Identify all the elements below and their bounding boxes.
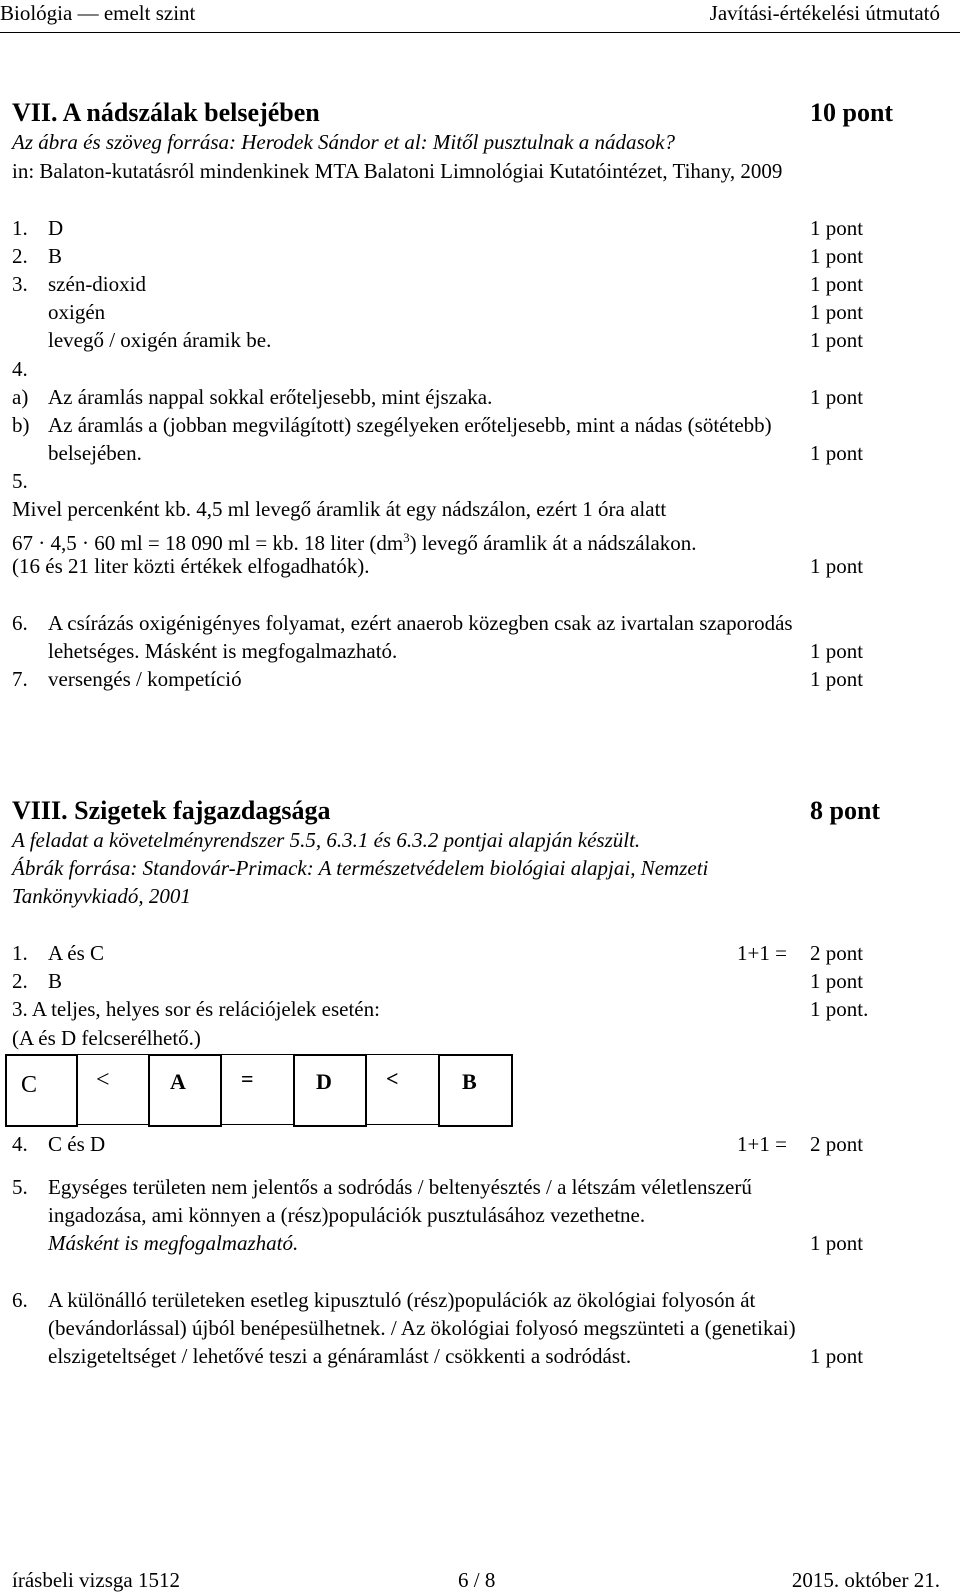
- s7-q7-num: 7.: [12, 667, 28, 691]
- s7-q4b-points: 1 pont: [810, 441, 864, 465]
- s7-q3-num: 3.: [12, 272, 28, 296]
- s7-q4b-answer-1: Az áramlás a (jobban megvilágított) szegélyeken erőteljesebb, mint a nádas (sötétebb): [48, 413, 772, 437]
- s7-q3-points-2: 1 pont: [810, 300, 864, 324]
- section8-points: 8 pont: [810, 796, 881, 825]
- footer-right: 2015. október 21.: [791, 1568, 940, 1592]
- s7-q2-points: 1 pont: [810, 244, 864, 268]
- s7-q5-num: 5.: [12, 469, 28, 493]
- s7-q6-points: 1 pont: [810, 639, 864, 663]
- section7-points: 10 pont: [810, 98, 894, 127]
- s7-q4b-num: b): [12, 413, 30, 437]
- s7-q7-points: 1 pont: [810, 667, 864, 691]
- s7-q5-line-2b: ) levegő áramlik át a nádszálakon.: [409, 531, 697, 555]
- footer-left: írásbeli vizsga 1512: [12, 1568, 180, 1592]
- s7-q7-answer: versengés / kompetíció: [48, 667, 242, 691]
- section7-title: VII. A nádszálak belsejében: [12, 98, 320, 127]
- section8-title: VIII. Szigetek fajgazdagsága: [12, 796, 331, 825]
- s7-q5-line-1: Mivel percenként kb. 4,5 ml levegő áramlik át egy nádszálon, ezért 1 óra alatt: [12, 497, 667, 521]
- sequence-item-c: C: [21, 1072, 38, 1098]
- sequence-sign-1: <: [96, 1067, 110, 1093]
- s8-q5-line-3: Másként is megfogalmazható.: [48, 1231, 299, 1255]
- s8-q1-points: 2 pont: [810, 941, 864, 965]
- sequence-box-c: [5, 1054, 78, 1127]
- s7-q4a-answer: Az áramlás nappal sokkal erőteljesebb, mint éjszaka.: [48, 385, 493, 409]
- s8-q6-num: 6.: [12, 1288, 28, 1312]
- sequence-item-d: D: [316, 1069, 332, 1094]
- s7-q4a-points: 1 pont: [810, 385, 864, 409]
- s7-q2-num: 2.: [12, 244, 28, 268]
- s7-q4a-num: a): [12, 385, 29, 409]
- s8-q4-calc: 1+1 =: [737, 1132, 787, 1156]
- sequence-gap-3: [365, 1054, 440, 1125]
- s7-q6-line-1: A csírázás oxigénigényes folyamat, ezért anaerob közegben csak az ivartalan szaporodás: [48, 611, 793, 635]
- page-header: [0, 0, 960, 36]
- s7-q6-num: 6.: [12, 611, 28, 635]
- s7-q1-points: 1 pont: [810, 216, 864, 240]
- sequence-box-b: [438, 1054, 513, 1127]
- s7-q5-line-2a: 67 · 4,5 · 60 ml = 18 090 ml = kb. 18 liter (dm: [12, 531, 404, 555]
- s8-q1-calc: 1+1 =: [737, 941, 787, 965]
- header-right: Javítási-értékelési útmutató: [709, 1, 940, 25]
- s7-q3-answer-1: szén-dioxid: [48, 272, 146, 296]
- section7-source-1: Az ábra és szöveg forrása: Herodek Sándor et al: Mitől pusztulnak a nádasok?: [12, 130, 675, 154]
- s7-q4-num: 4.: [12, 357, 28, 381]
- s7-q1-answer: D: [48, 216, 64, 240]
- s8-q2-points: 1 pont: [810, 969, 864, 993]
- s8-q4-points: 2 pont: [810, 1132, 864, 1156]
- s7-q3-answer-3: levegő / oxigén áramik be.: [48, 328, 272, 352]
- s8-q2-answer: B: [48, 969, 63, 993]
- section8-source-1: A feladat a követelményrendszer 5.5, 6.3.1 és 6.3.2 pontjai alapján készült.: [12, 828, 641, 852]
- s7-q5-line-3: (16 és 21 liter közti értékek elfogadhatók).: [12, 554, 370, 578]
- sequence-gap-2: [220, 1054, 295, 1125]
- s7-q2-answer: B: [48, 244, 63, 268]
- s7-q5-points: 1 pont: [810, 554, 864, 578]
- s8-q3-note: (A és D felcserélhető.): [12, 1026, 201, 1050]
- s8-q5-line-1: Egységes területen nem jelentős a sodródás / beltenyésztés / a létszám véletlenszerű: [48, 1175, 752, 1199]
- s7-q1-num: 1.: [12, 216, 28, 240]
- s8-q4-answer: C és D: [48, 1132, 106, 1156]
- s8-q6-points: 1 pont: [810, 1344, 864, 1368]
- s8-q3-text: 3. A teljes, helyes sor és relációjelek esetén:: [12, 997, 380, 1021]
- s7-q6-line-2: lehetséges. Másként is megfogalmazható.: [48, 639, 398, 663]
- sequence-gap-1: [76, 1054, 150, 1125]
- section8-source-3: Tankönyvkiadó, 2001: [12, 884, 191, 908]
- section7-source-2: in: Balaton-kutatásról mindenkinek MTA Balatoni Limnológiai Kutatóintézet, Tihany, 2009: [12, 159, 783, 183]
- s8-q1-answer: A és C: [48, 941, 105, 965]
- sequence-item-b: B: [462, 1069, 477, 1094]
- header-rule: [0, 32, 960, 33]
- s8-q2-num: 2.: [12, 969, 28, 993]
- header-left: Biológia — emelt szint: [0, 1, 196, 25]
- sequence-sign-2: =: [241, 1066, 254, 1091]
- s7-q3-points-3: 1 pont: [810, 328, 864, 352]
- sequence-sign-3: <: [386, 1066, 399, 1091]
- s7-q5-superscript: 3: [403, 530, 410, 545]
- s8-q5-line-2: ingadozása, ami könnyen a (rész)populációk pusztulásához vezethetne.: [48, 1203, 646, 1227]
- s7-q3-answer-2: oxigén: [48, 300, 106, 324]
- s8-q5-points: 1 pont: [810, 1231, 864, 1255]
- section8-source-2: Ábrák forrása: Standovár-Primack: A természetvédelem biológiai alapjai, Nemzeti: [12, 856, 709, 880]
- sequence-item-a: A: [170, 1069, 186, 1094]
- s8-q6-line-1: A különálló területeken esetleg kipusztuló (rész)populációk az ökológiai folyosón át: [48, 1288, 756, 1312]
- s7-q4b-answer-2: belsejében.: [48, 441, 142, 465]
- s8-q4-num: 4.: [12, 1132, 28, 1156]
- sequence-box-a: [148, 1054, 222, 1127]
- footer-page-number: 6 / 8: [458, 1568, 496, 1592]
- s8-q6-line-3: elszigeteltséget / lehetővé teszi a génáramlást / csökkenti a sodródást.: [48, 1344, 632, 1368]
- s7-q3-points-1: 1 pont: [810, 272, 864, 296]
- s8-q6-line-2: (bevándorlással) újból benépesülhetnek. / Az ökológiai folyosó megszünteti a (genetikai): [48, 1316, 796, 1340]
- sequence-box-d: [293, 1054, 367, 1127]
- s8-q3-points: 1 pont.: [810, 997, 869, 1021]
- s8-q5-num: 5.: [12, 1175, 28, 1199]
- s8-q1-num: 1.: [12, 941, 28, 965]
